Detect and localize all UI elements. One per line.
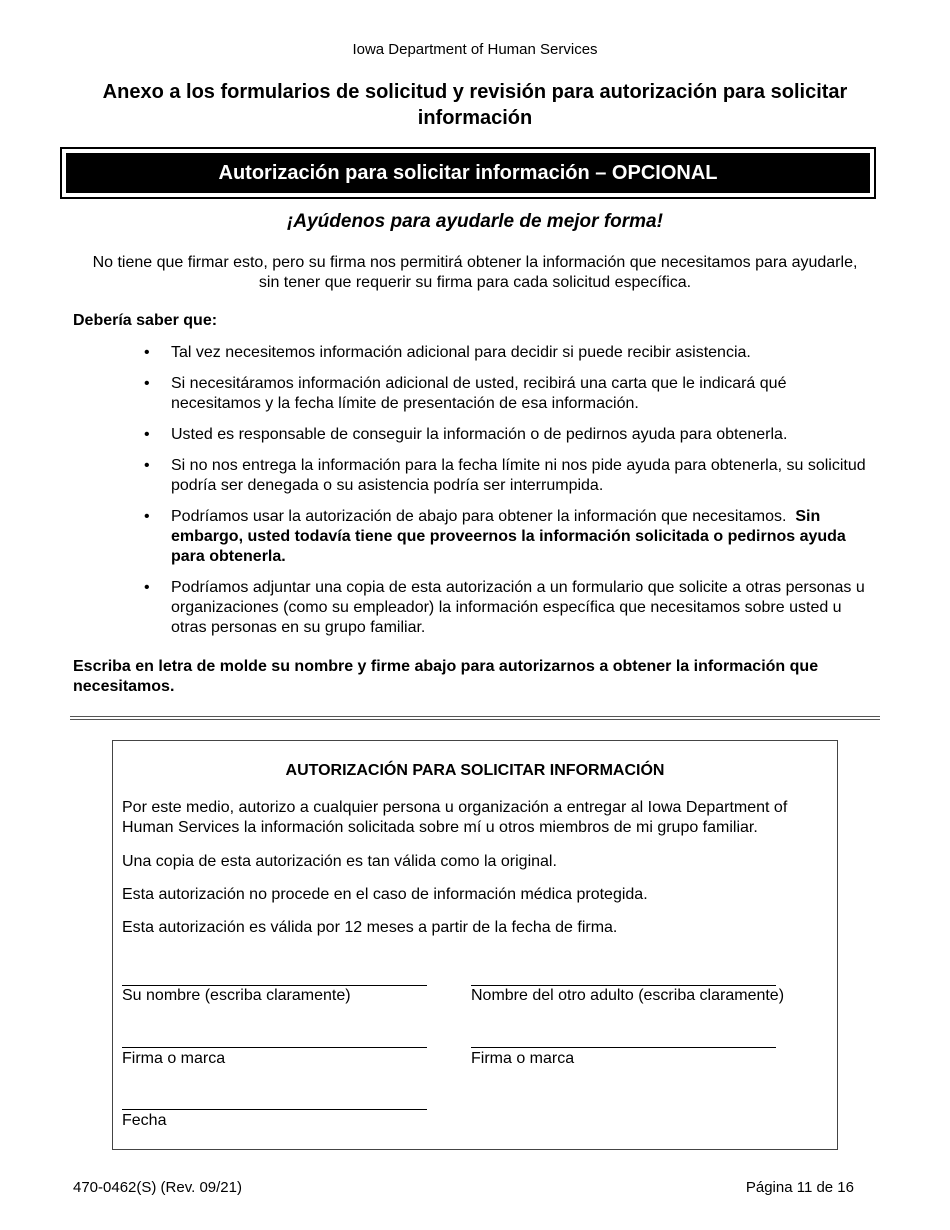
bullet-icon: • [144, 457, 150, 474]
section-banner-text: Autorización para solicitar información – OPCIONAL [66, 153, 870, 193]
double-divider [70, 716, 880, 720]
signature-label-2: Firma o marca [471, 1050, 575, 1067]
list-item-text: Podríamos usar la autorización de abajo para obtener la información que necesitamos. [171, 508, 787, 525]
should-know-heading: Debería saber que: [73, 312, 218, 329]
bullet-icon: • [144, 579, 150, 596]
page-title: Anexo a los formularios de solicitud y revisión para autorización para solicitar información [102, 81, 848, 129]
intro-text: No tiene que firmar esto, pero su firma nos permitirá obtener la información que necesitamos para ayudarle, sin tener que requerir su firma para cada solicitud específica. [92, 254, 858, 291]
form-number: 470-0462(S) (Rev. 09/21) [73, 1179, 242, 1196]
other-adult-name-label: Nombre del otro adulto (escriba claramente) [471, 987, 785, 1004]
bullet-icon: • [144, 375, 150, 392]
list-item [140, 578, 870, 638]
info-list [140, 343, 870, 649]
list-item-text: Tal vez necesitemos información adicional para decidir si puede recibir asistencia. [171, 344, 751, 361]
subtitle: ¡Ayúdenos para ayudarle de mejor forma! [287, 211, 663, 232]
list-item-text: Usted es responsable de conseguir la información o de pedirnos ayuda para obtenerla. [171, 426, 788, 443]
authorization-box [112, 740, 838, 1150]
list-item [140, 374, 870, 414]
signing-instruction: Escriba en letra de molde su nombre y firme abajo para autorizarnos a obtener la información que necesitamos. [73, 658, 819, 695]
list-item-bold-text: Sin embargo, usted todavía tiene que proveernos la información solicitada o pedirnos ayuda para obtenerla. [171, 508, 846, 565]
your-name-line[interactable] [122, 985, 427, 986]
authorization-paragraph: Esta autorización no procede en el caso de información médica protegida. [122, 886, 648, 903]
agency-name: Iowa Department of Human Services [352, 41, 598, 58]
list-item [140, 456, 870, 496]
list-item [140, 425, 870, 445]
signature-line-2[interactable] [471, 1047, 776, 1048]
list-item-text: Si no nos entrega la información para la fecha límite ni nos pide ayuda para obtenerla, su solicitud podría ser denegada o su asistencia podría ser interrumpida. [171, 457, 866, 494]
page-number: Página 11 de 16 [745, 1179, 854, 1196]
section-banner [60, 147, 876, 199]
bullet-icon: • [144, 426, 150, 443]
signature-label-1: Firma o marca [122, 1050, 226, 1067]
authorization-title: AUTORIZACIÓN PARA SOLICITAR INFORMACIÓN [285, 762, 665, 779]
date-label: Fecha [122, 1112, 167, 1129]
authorization-paragraph: Una copia de esta autorización es tan válida como la original. [122, 853, 557, 870]
list-item-text: Si necesitáramos información adicional de usted, recibirá una carta que le indicará qué necesitamos y la fecha límite de presentación de esa información. [171, 375, 787, 412]
list-item [140, 507, 870, 567]
bullet-icon: • [144, 344, 150, 361]
your-name-label: Su nombre (escriba claramente) [122, 987, 351, 1004]
date-line[interactable] [122, 1109, 427, 1110]
authorization-paragraph: Por este medio, autorizo a cualquier persona u organización a entregar al Iowa Department of Human Services la información solicitada sobre mí u otros miembros de mi grupo familiar. [122, 799, 788, 836]
authorization-paragraph: Esta autorización es válida por 12 meses a partir de la fecha de firma. [122, 919, 618, 936]
other-adult-name-line[interactable] [471, 985, 776, 986]
signature-line-1[interactable] [122, 1047, 427, 1048]
bullet-icon: • [144, 508, 150, 525]
list-item-text: Podríamos adjuntar una copia de esta autorización a un formulario que solicite a otras personas u organizaciones (como su empleador) la información específica que necesitamos sobre usted u otras personas en su grupo familiar. [171, 579, 865, 636]
list-item [140, 343, 870, 363]
